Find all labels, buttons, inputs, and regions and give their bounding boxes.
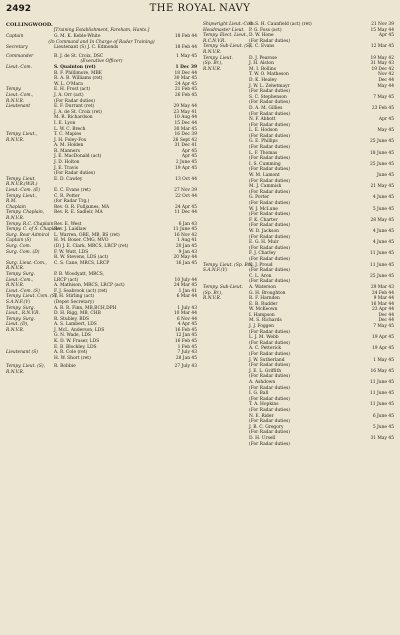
seniority-date: 10 July 44: [174, 277, 197, 283]
seniority-date: 16 Dec 39: [174, 132, 197, 138]
seniority-date: Apr 45: [378, 117, 394, 123]
seniority-date: Dec 44: [378, 312, 394, 318]
officer-name: G. H. Broughton: [249, 290, 286, 296]
officer-name: (For Radar duties): [249, 245, 290, 251]
left-column: [6, 22, 197, 447]
rank-label: (Sp. Br.),: [203, 61, 223, 67]
seniority-date: 7 July 43: [177, 350, 197, 356]
section-note: (Executive Officer): [80, 59, 123, 65]
seniority-date: 6 Mar 44: [176, 294, 197, 300]
officer-name: E. D. Cawley: [54, 176, 83, 182]
seniority-date: [163, 370, 197, 376]
officer-name: D. A. M. Gillies: [249, 105, 283, 111]
rank-label: R.N.V.R.: [6, 370, 25, 376]
officer-name: J. E. L. Griffith: [249, 368, 282, 374]
officer-name: (For Radar duties): [249, 329, 290, 335]
officer-name: (For Radar duties): [249, 374, 290, 380]
officer-name: (For Radar duties): [249, 133, 290, 139]
seniority-date: 1 May 45: [176, 53, 197, 59]
officer-name: R. Manners: [54, 148, 80, 154]
officer-name: (For Radar duties): [249, 385, 290, 391]
seniority-date: 27 July 43: [174, 364, 197, 370]
officer-name: I. S. Cumming: [249, 161, 281, 167]
rank-label: Headmaster Lieut.: [203, 27, 245, 33]
rank-label: [203, 442, 245, 448]
officer-name: G. Porter: [249, 195, 270, 201]
seniority-date: 16 Nov 42: [174, 232, 197, 238]
rank-label: Shipwright Lieut.-Com.: [203, 22, 256, 27]
seniority-date: 26 Feb 45: [174, 92, 197, 98]
seniority-date: 5 June 45: [372, 424, 394, 430]
seniority-date: 1 July 43: [177, 305, 197, 311]
rank-label: Lieut.-Com.,: [6, 277, 34, 283]
seniority-date: 24 Apr 45: [174, 204, 197, 210]
rank-label: Tempy. Lieut.: [6, 176, 36, 182]
officer-name: E. G. H. Muir: [249, 240, 279, 246]
officer-name: M. J. Cammish: [249, 184, 282, 190]
seniority-date: 1 Aug 41: [177, 238, 197, 244]
rank-label: Tempy. Lieut.,: [6, 193, 38, 199]
officer-name: D. H. Ursell: [249, 435, 276, 441]
seniority-date: 4 June 45: [372, 240, 394, 246]
seniority-date: 11 June 45: [370, 391, 394, 397]
officer-name: N. F. Abbott: [249, 117, 276, 123]
rank-label: Tempy. Lieut.: [203, 55, 233, 61]
seniority-date: 31 May 43: [370, 61, 394, 67]
seniority-date: 7 May 45: [373, 94, 394, 100]
officer-name: M. I. Bollins: [249, 66, 276, 72]
rank-label: Lieut.-Com.,: [6, 92, 34, 98]
seniority-date: 6 Nov 44: [176, 316, 197, 322]
officer-name: F. J. Seabrook (act) (ret): [54, 288, 108, 294]
seniority-date: June 45: [377, 173, 394, 179]
officer-name: F. W. Watt, LDS: [54, 249, 89, 255]
page-title: THE ROYAL NAVY: [149, 3, 251, 14]
officer-name: W. L. O'Mara: [54, 81, 83, 87]
seniority-date: 21 May 45: [370, 184, 394, 190]
rank-label: R.N.V.R.: [6, 327, 25, 333]
officer-name: D. K. Healey: [249, 77, 277, 83]
officer-name: S. Quainton (ret): [54, 64, 96, 70]
seniority-date: [360, 442, 394, 448]
rank-label: Tempy. Surg.: [6, 305, 35, 311]
rank-label: R.N.V.R.: [6, 137, 25, 143]
seniority-date: 25 June 45: [370, 273, 394, 279]
officer-name: T. C. Mapies: [54, 132, 82, 138]
seniority-date: 19 Apr 45: [371, 335, 394, 341]
officer-name: J. J. Foggen: [249, 324, 274, 330]
seniority-date: 28 May 45: [370, 217, 394, 223]
seniority-date: 20 Jan 45: [175, 243, 197, 249]
seniority-date: 19 Apr 45: [174, 165, 197, 171]
rank-label: Secretary: [6, 45, 28, 51]
officer-name: H. M. Boxer, CMG, MVO: [54, 238, 109, 244]
rank-label: Tempy. Lieut.,: [6, 132, 38, 138]
officer-name: W. McKeown: [249, 307, 278, 313]
seniority-date: 1 May 45: [373, 357, 394, 363]
seniority-date: 23 Apr 44: [371, 307, 394, 313]
officer-entry: [6, 45, 197, 51]
seniority-date: 16 Feb 45: [174, 339, 197, 345]
officer-name: A. C. Petterick: [249, 346, 282, 352]
seniority-date: 23 May 41: [173, 109, 197, 115]
rank-label: Lieut.-Com. (S): [6, 288, 40, 294]
rank-label: Captain: [6, 34, 24, 39]
officer-name: D. J. Pearose: [249, 55, 277, 61]
officer-name: (For Radar duties): [249, 396, 290, 402]
officer-name: K. D. W. Fraser, LDS: [54, 339, 100, 345]
officer-name: (For Radar duties): [249, 38, 290, 44]
officer-name: D. W. Hone: [249, 33, 274, 39]
seniority-date: 11 June 45: [370, 380, 394, 385]
officer-name: L. Warren, OBE, MB, BS (ret): [54, 232, 120, 238]
page-header: [6, 4, 394, 18]
officer-name: (For Radar duties): [249, 419, 290, 425]
officer-entry: [203, 442, 394, 448]
rank-label: [6, 356, 50, 362]
officer-name: J. A. Orr (act): [54, 92, 84, 98]
seniority-date: 18 Dec 44: [174, 70, 197, 76]
officer-name: I. Hampson: [249, 312, 275, 318]
officer-name: (For Radar duties): [249, 145, 290, 151]
officer-name: R. W. Stevens, LDS (act): [54, 255, 109, 261]
officer-name: E. B. Blockley, LDS: [54, 344, 97, 350]
officer-name: E. C. Evans: [249, 44, 275, 50]
seniority-date: 6 June 45: [372, 413, 394, 419]
seniority-date: 12 Mar 45: [370, 44, 394, 50]
officer-name: [54, 370, 163, 376]
officer-name: R. A. B. Williams (ret): [54, 76, 103, 82]
officer-name: (D) J. E. Clark, MRCS, LRCP (ret): [54, 243, 129, 249]
seniority-date: 23 Feb 45: [371, 105, 394, 111]
seniority-date: 30 Mar 45: [173, 126, 197, 132]
officer-name: (For Radar duties): [249, 100, 290, 106]
seniority-date: May 45: [377, 128, 394, 134]
seniority-date: 9 Mar 44: [373, 296, 394, 302]
officer-name: A. S. Lambert, LDS: [54, 322, 97, 328]
seniority-date: May 44: [377, 83, 394, 89]
rank-label: (Sp. Br.),: [203, 290, 223, 296]
seniority-date: 24 Feb 44: [371, 290, 394, 296]
section-heading: COLLINGWOOD.: [6, 22, 53, 28]
officer-name: J. D. Holton: [54, 160, 80, 166]
seniority-date: 11 June 45: [370, 251, 394, 257]
seniority-date: 19 Apr 45: [371, 346, 394, 352]
rank-label: Surg. Com.: [6, 243, 32, 249]
officer-name: W. M. Lamont: [249, 173, 280, 179]
rank-label: Tempy.: [6, 87, 22, 93]
officer-name: J. W. L. Zehetmayr: [249, 83, 290, 89]
officer-name: I. G. Ball: [249, 391, 269, 397]
seniority-date: 13 Oct 44: [175, 176, 197, 182]
officer-name: O. S. H. Caunfield (act) (ret): [249, 22, 312, 27]
seniority-date: 19 Dec 42: [371, 66, 394, 72]
officer-name: J. A. de St. Croix (ret): [54, 109, 102, 115]
section-note: [Training Establishment, Fareham, Hants.]: [53, 28, 150, 34]
seniority-date: 26 Sept 42: [172, 137, 197, 143]
rank-label: Lieutenant: [6, 104, 31, 110]
seniority-date: 9 Jan 43: [178, 249, 197, 255]
rank-label: Lieut. (D),: [6, 322, 29, 328]
seniority-date: 31 Dec 41: [174, 143, 197, 149]
officer-name: R. F. Phillimore, MBE: [54, 70, 102, 76]
seniority-date: 24 Apr 45: [174, 81, 197, 87]
seniority-date: 24 Mar 45: [173, 283, 197, 289]
officer-name: J. E. MacDonald (act): [54, 154, 102, 160]
seniority-date: 21 Feb 45: [174, 87, 197, 93]
seniority-date: 21 Nov 39: [371, 22, 394, 27]
seniority-date: 11 June 45: [370, 402, 394, 408]
officer-name: P. B. Woodyatt, MRCS,: [54, 271, 105, 277]
officer-name: J. H. Alston: [249, 61, 274, 67]
rank-label: Tempy. C. of S. Chaplain: [6, 227, 61, 233]
seniority-date: 10 Mar 44: [173, 311, 197, 317]
officer-name: LRCP (act): [54, 277, 79, 283]
seniority-date: 19 May 42: [370, 55, 394, 61]
rank-label: Lieut.-Com. (E): [6, 188, 40, 194]
rank-label: Tempy. Lieut. (Sp. Br.),: [203, 262, 254, 268]
officer-name: T. A. Hopkins: [249, 402, 279, 408]
officer-name: (For Radar duties): [249, 167, 290, 173]
officer-entry: [6, 34, 197, 40]
rank-label: S.A.N.F.(V): [203, 268, 228, 274]
rank-label: S.A.N.F.(V): [6, 299, 31, 305]
seniority-date: 16 Jan 45: [175, 260, 197, 266]
officer-name: E. H. Frost (act): [54, 87, 91, 93]
seniority-date: 1 Jan 41: [178, 288, 197, 294]
officer-name: R. Robbie: [54, 364, 76, 370]
officer-name: (For Radar duties): [249, 268, 290, 274]
officer-name: (For Radar duties): [54, 98, 95, 104]
seniority-date: 16 Mar 44: [370, 301, 394, 307]
seniority-date: 20 May 44: [173, 255, 197, 261]
officer-name: (for Radar Trg.): [54, 199, 90, 205]
section-note: (In Command and In Charge of Radar Training): [48, 39, 155, 45]
officer-name: C. L. Aron: [249, 273, 272, 279]
officer-name: I. E. Lyon: [54, 120, 76, 126]
seniority-date: Apr 45: [378, 33, 394, 39]
rank-label: R.N.V.R.: [203, 66, 222, 72]
rank-label: R.N.V.R.(W.R.): [6, 182, 38, 188]
officer-name: D. H. Rigg, MB, CHB: [54, 311, 101, 317]
rank-label: R.N.V.R.: [203, 296, 222, 302]
rank-label: Captain (S): [6, 238, 32, 244]
seniority-date: 15 Dec 44: [174, 120, 197, 126]
rank-label: Tempy. Sub-Lieut. (S),: [203, 44, 253, 50]
rank-label: R.N.V.R.: [6, 266, 25, 272]
rank-label: R.N.V.R.: [6, 98, 25, 104]
officer-name: J. McL. Anderson, LDS: [54, 327, 105, 333]
officer-name: L. W. C. Brech: [54, 126, 86, 132]
officer-name: (For Radar duties): [249, 256, 290, 262]
seniority-date: 11 June 45: [173, 227, 197, 233]
seniority-date: Dec 44: [378, 318, 394, 324]
officer-name: G. M. K. Keble-White: [54, 34, 101, 39]
seniority-date: Dec 44: [378, 77, 394, 83]
seniority-date: 2 June 45: [175, 160, 197, 166]
rank-label: Chaplain: [6, 204, 26, 210]
officer-name: (For Radar duties): [249, 223, 290, 229]
officer-name: (For Radar duties): [249, 340, 290, 346]
officer-name: W. J. McLune: [249, 206, 278, 212]
rank-label: R.N.V.R.: [203, 49, 222, 55]
seniority-date: 1 Dec 39: [175, 64, 197, 70]
officer-name: B. J. de St. Croix, DSC: [54, 53, 104, 59]
officer-name: (For Radar duties): [249, 407, 290, 413]
rank-label: Tempy. Lieut. (S),: [6, 364, 45, 370]
officer-name: (For Radar duties): [249, 122, 290, 128]
officer-name: (For Radar duties): [249, 212, 290, 218]
officer-name: (For Radar duties): [249, 352, 290, 358]
right-column: [203, 22, 394, 447]
seniority-date: 1 Feb 45: [177, 344, 197, 350]
officer-name: L. E. Hodson: [249, 128, 278, 134]
officer-name: F. K. Charter: [249, 217, 278, 223]
seniority-date: 11 Dec 44: [174, 210, 197, 216]
officer-name: M. R. Richardson: [54, 115, 93, 121]
officer-name: G. E. Phillips: [249, 139, 278, 145]
officer-name: (For Radar duties): [249, 279, 290, 285]
officer-name: (For Radar duties): [249, 89, 290, 95]
seniority-date: 25 June 45: [370, 139, 394, 145]
officer-name: A. Waterson: [249, 284, 276, 290]
seniority-date: 4 June 45: [372, 195, 394, 201]
rank-label: R.C.N.V.R.: [203, 38, 226, 44]
officer-name: C. R. Potter: [54, 193, 80, 199]
officer-name: A. M. Holden: [54, 143, 84, 149]
officer-name: Rev. R. E. Sadleir, MA: [54, 210, 103, 216]
officer-name: C. S. Cane, MRCS, LRCP: [54, 260, 110, 266]
officer-name: (Depot Secretary): [54, 299, 94, 305]
seniority-date: 6 Jan 43: [178, 221, 197, 227]
seniority-date: 7 May 45: [373, 324, 394, 330]
seniority-date: 29 May 44: [173, 104, 197, 110]
seniority-date: 29 Mar 43: [370, 284, 394, 290]
page-number: 2492: [6, 4, 32, 14]
officer-name: W. D. Jackson: [249, 228, 279, 234]
rank-label: Lieut.-Com.: [6, 64, 32, 70]
officer-name: A. Mathison, MRCS, LRCP (act): [54, 283, 125, 289]
seniority-date: Apr 45: [181, 148, 197, 154]
seniority-date: 27 Nov 39: [174, 188, 197, 194]
seniority-date: 4 June 45: [372, 228, 394, 234]
officer-name: J. H. Foley-Fox: [54, 137, 87, 143]
officer-name: (For Radar duties): [249, 189, 290, 195]
rank-label: R.N.V.R.: [6, 216, 25, 221]
officer-name: E. C. Evans (ret): [54, 188, 91, 194]
seniority-date: 16 Feb 45: [174, 327, 197, 333]
officer-name: (For Radar duties): [249, 430, 290, 436]
seniority-date: Apr 45: [181, 154, 197, 160]
rank-label: Surg. Lieut.-Com.,: [6, 260, 47, 266]
rank-label: Surg. Rear Admiral: [6, 232, 50, 238]
officer-name: Lieutenant (S) J. C. Edmonds: [54, 45, 119, 51]
officer-name: (For Radar duties): [249, 156, 290, 162]
officer-name: E. B. Rudder: [249, 301, 278, 307]
officer-name: Rev. E. West: [54, 221, 82, 227]
officer-entry: [6, 370, 197, 376]
columns: [6, 22, 394, 447]
seniority-date: 28 Jan 45: [175, 355, 197, 361]
rank-label: Surg. Com. (D): [6, 249, 40, 255]
officer-name: Rev. J. Laidlaw: [54, 227, 87, 233]
officer-name: S. C. Stephenson: [249, 94, 287, 100]
rank-label: R.N.V.R.: [6, 283, 25, 289]
officer-name: (For Radar duties): [249, 363, 290, 369]
officer-name: R. Stubley, BDS: [54, 316, 89, 322]
officer-name: H. W. Short (ret): [54, 355, 91, 361]
seniority-date: 12 Jan 45: [175, 333, 197, 339]
officer-name: (For Radar duties): [249, 111, 290, 117]
rank-label: Tempy. Surg.: [6, 316, 35, 322]
rank-label: Lieut., R.N.V.R.: [6, 311, 40, 317]
seniority-date: 25 June 45: [370, 161, 394, 167]
officer-name: F. J. Charley: [249, 251, 276, 257]
seniority-date: 16 May 45: [370, 368, 394, 374]
rank-label: R.M.: [6, 199, 17, 205]
officer-name: A. Ashdown: [249, 380, 276, 385]
seniority-date: 4 Apr 45: [177, 322, 197, 328]
officer-name: P. G. Foss (act): [249, 27, 282, 33]
officer-name: T. W. O. Matheson: [249, 72, 289, 78]
officer-name: (For Radar duties): [249, 441, 290, 447]
officer-name: L. J. M. Webb: [249, 335, 279, 341]
seniority-date: 18 June 45: [370, 150, 394, 156]
officer-name: (For Radar duties): [249, 201, 290, 206]
rank-label: Commander: [6, 53, 34, 59]
officer-name: J. B. C. Gregory: [249, 424, 284, 430]
seniority-date: 11 June 45: [370, 262, 394, 268]
seniority-date: 30 Mar 45: [173, 76, 197, 82]
rank-label: Tempy. Surg.: [6, 271, 35, 277]
officer-name: J. W. Sutherland: [249, 357, 285, 363]
seniority-date: 10 Aug 44: [174, 115, 197, 121]
rank-label: Lieutenant (S): [6, 350, 38, 356]
officer-name: K. J. Proud: [249, 262, 273, 268]
seniority-date: 31 May 45: [370, 435, 394, 441]
rank-label: Tempy. Lieut. Com. (S),: [6, 294, 58, 300]
officer-name: (For Radar duties): [249, 178, 290, 184]
officer-name: (For Radar duties): [249, 234, 290, 240]
officer-name: N. E. Rider: [249, 413, 274, 419]
rank-label: Tempy. Elect. Lieut.,: [203, 33, 249, 39]
seniority-date: Nov 42: [378, 72, 394, 78]
officer-name: G. N. Wade, LDS: [54, 333, 91, 339]
officer-name: Rev. O. R. Fulljames, MA: [54, 204, 110, 210]
officer-name: M. S. Richards: [249, 318, 282, 324]
rank-label: Tempy. Sub-Lieut.: [203, 284, 243, 290]
officer-name: E. F. Durrant (ret): [54, 104, 95, 110]
rank-label: Tempy. R.C. Chaplain: [6, 221, 54, 227]
seniority-date: 18 Feb 44: [174, 34, 197, 39]
officer-name: A. R. Cole (ret): [54, 350, 88, 356]
officer-entry: [6, 356, 197, 362]
officer-name: T. H. Stirling (act): [54, 294, 95, 300]
officer-name: (For Radar duties): [54, 171, 95, 177]
rank-label: Tempy. Chaplain,: [6, 210, 45, 216]
officer-name: L. F. Thomas: [249, 150, 278, 156]
seniority-date: 22 Oct 44: [175, 193, 197, 199]
officer-name: R. F. Harnden: [249, 296, 280, 302]
seniority-date: 5 June 45: [372, 206, 394, 212]
seniority-date: 15 May 44: [370, 27, 394, 33]
seniority-date: 18 Feb 44: [174, 45, 197, 51]
officer-name: J. E. Travis: [54, 165, 78, 171]
officer-name: A. R. R. Finn, MB,BCH,DPH: [54, 305, 117, 311]
